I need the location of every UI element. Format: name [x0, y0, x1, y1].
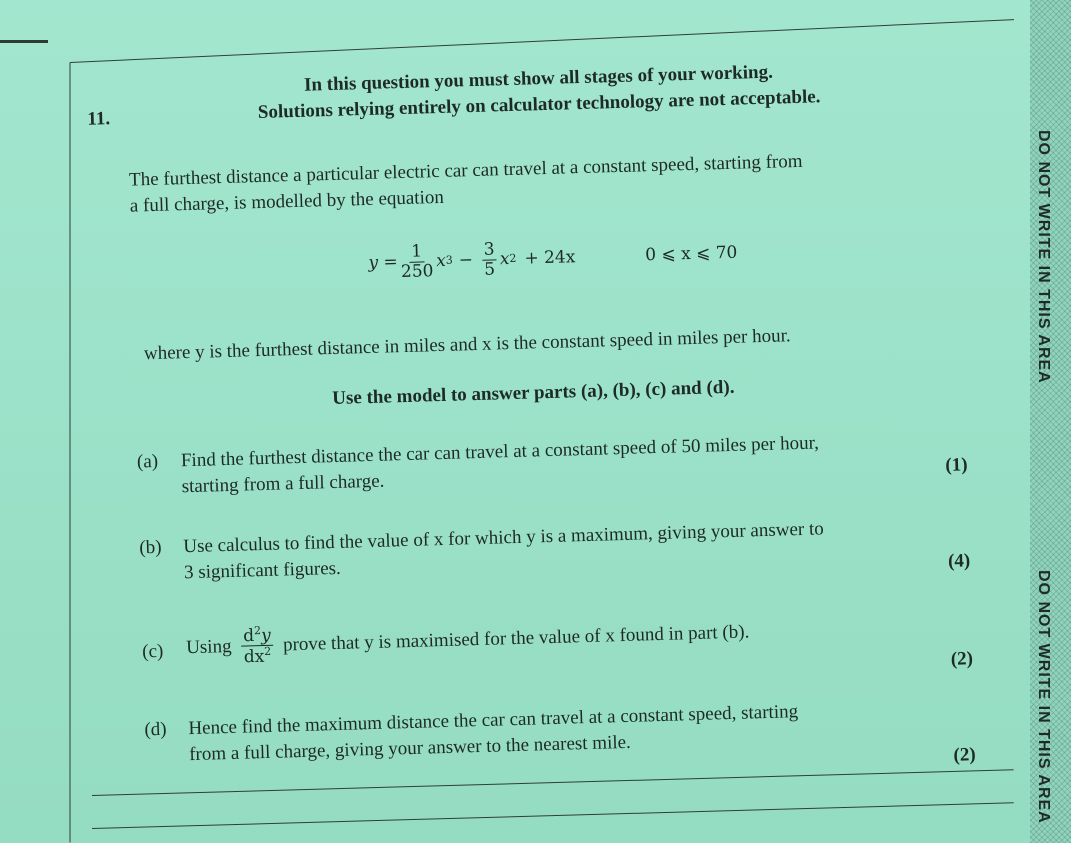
question-content: [78, 45, 978, 766]
part-c-label: (c): [141, 640, 164, 663]
part-c-text: prove that y is maximised for the value of x found in part (b).: [282, 621, 750, 656]
variable-definition: where y is the furthest distance in miles and x is the constant speed in miles per hour.: [143, 325, 791, 365]
part-d: [144, 697, 976, 766]
answer-line-2: [92, 802, 1014, 829]
eq-fraction-1: $\frac{1}{250}$: [400, 241, 434, 282]
part-c: [141, 607, 974, 670]
answer-line-1: [92, 769, 1014, 796]
part-c-using: Using: [185, 635, 232, 659]
part-b-text-2: 3 significant figures.: [183, 557, 342, 584]
instruction-calculator: Solutions relying entirely on calculator technology are not acceptable.: [257, 86, 821, 123]
part-c-marks: (2): [950, 648, 974, 670]
part-d-text-1: Hence find the maximum distance the car can travel at a constant speed, starting: [188, 701, 799, 740]
part-d-label: (d): [144, 718, 167, 741]
eq-lhs: y =: [368, 251, 399, 273]
intro-line-2: a full charge, is modelled by the equation: [129, 186, 445, 217]
part-b: [139, 515, 971, 584]
top-rule: [0, 40, 48, 43]
margin-warning-top: DO NOT WRITE IN THIS AREA: [1035, 130, 1052, 384]
part-d-marks: (2): [953, 744, 976, 766]
eq-fraction-2: $\frac{3}{5}$: [483, 239, 496, 280]
part-a-text-2: starting from a full charge.: [181, 470, 385, 498]
intro-line-1: The furthest distance a particular electric car can travel at a constant speed, starting from: [128, 150, 803, 191]
instruction-working: In this question you must show all stages of your working.: [303, 61, 774, 96]
frame-left-line: [70, 63, 71, 843]
part-b-marks: (4): [947, 550, 971, 572]
part-a-label: (a): [136, 450, 159, 473]
part-b-label: (b): [139, 536, 162, 559]
frame-top-line: [70, 19, 1014, 63]
second-derivative-fraction: $\frac{d^2y}{dx^2}$: [241, 625, 274, 668]
part-d-text-2: from a full charge, giving your answer to the nearest mile.: [188, 731, 632, 766]
question-number: 11.: [87, 108, 111, 130]
part-a: [136, 429, 968, 498]
model-equation: y = $\frac{1}{250}$ x 3 − $\frac{3}{5}$ x 2 + 24x 0 ⩽ x ⩽ 70: [368, 239, 738, 282]
part-b-text-1: Use calculus to find the value of x for which y is a maximum, giving your answer to: [183, 518, 824, 558]
use-model-instruction: Use the model to answer parts (a), (b), (c) and (d).: [331, 376, 735, 410]
part-a-marks: (1): [945, 454, 968, 476]
part-a-text-1: Find the furthest distance the car can travel at a constant speed of 50 miles per hour,: [180, 432, 820, 472]
margin-warning-bottom: DO NOT WRITE IN THIS AREA: [1035, 570, 1052, 824]
eq-domain: 0 ⩽ x ⩽ 70: [644, 242, 738, 265]
